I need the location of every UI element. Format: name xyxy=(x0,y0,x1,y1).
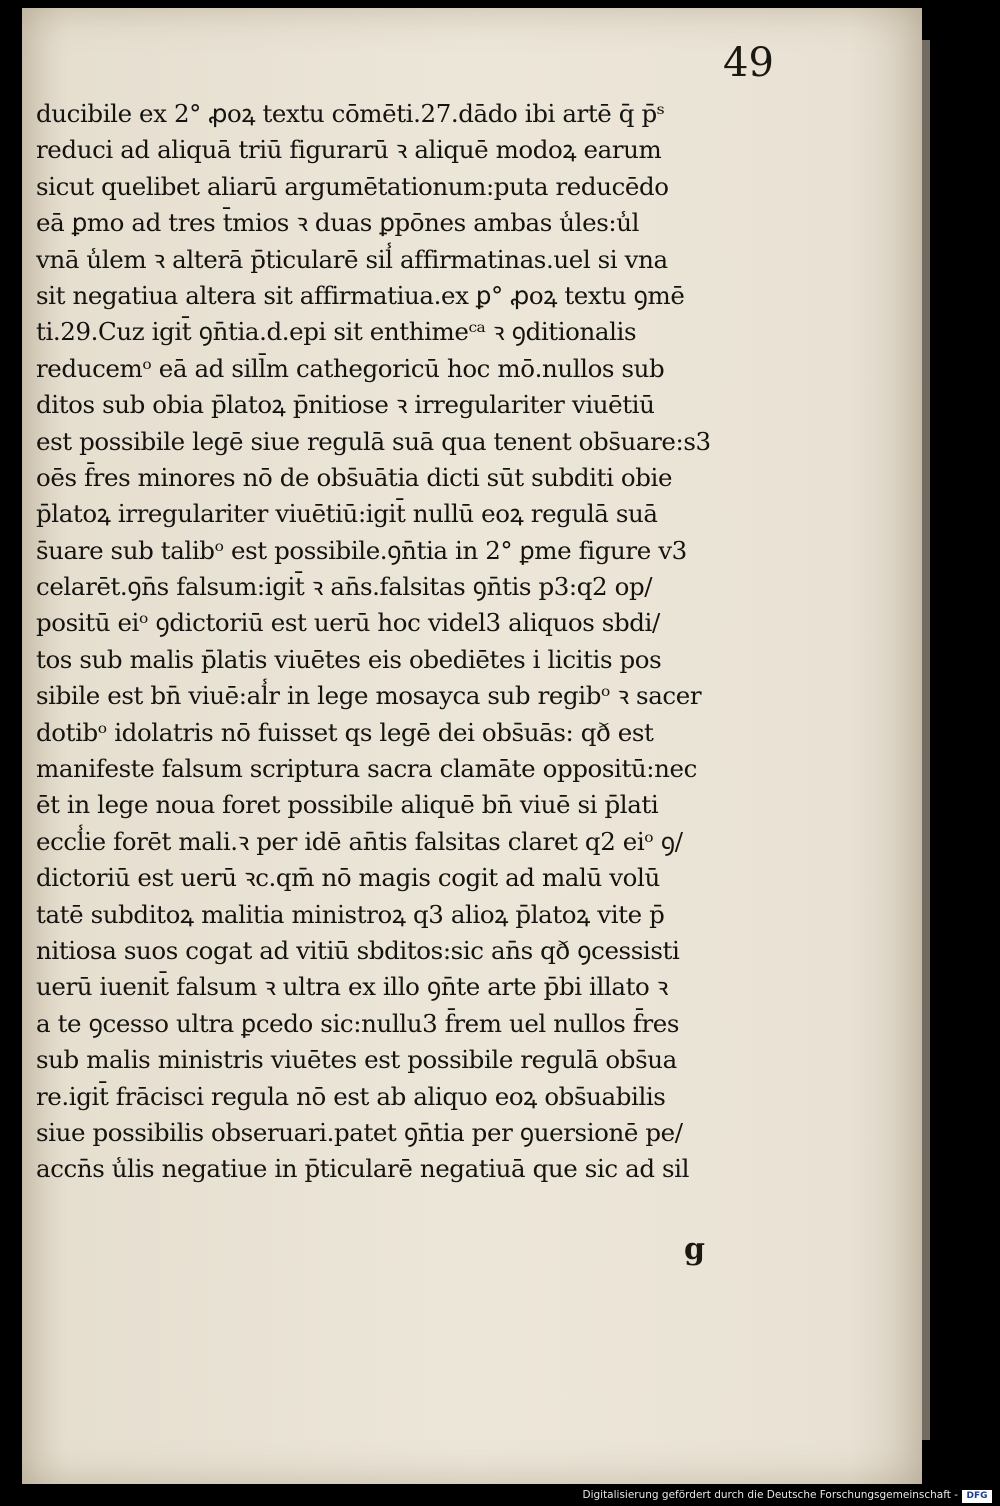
text-line: accn̄s u̾lis negatiue in p̄ticularē negatiuā que sic ad sil xyxy=(36,1154,690,1184)
folio-number: 49 xyxy=(723,40,774,86)
text-line: sicut quelibet aliarū argumētationum:puta reducēdo xyxy=(36,171,669,201)
text-line: vnā u̾lem ꝛ alterā p̄ticularē sil̾ affirmatinas.uel si vna xyxy=(36,244,668,274)
text-line: sit negatiua altera sit affirmatiua.ex ꝑ° ꝓoꝝ textu ꝯmē xyxy=(36,280,685,310)
text-line: ducibile ex 2° ꝓoꝝ textu cōmēti.27.dādo ibi artē q̄ p̄ˢ xyxy=(36,99,665,128)
text-line: tatē subditoꝝ malitia ministroꝝ q3 alioꝝ p̄latoꝝ vite p̄ xyxy=(36,899,665,929)
text-line: re.igit̄ frācisci regula nō est ab aliquo eoꝝ obs̄uabilis xyxy=(36,1081,666,1111)
text-line: a te ꝯcesso ultra ꝑcedo sic:nullu3 f̄rem uel nullos f̄res xyxy=(36,1008,680,1038)
page-edge xyxy=(922,40,930,1440)
text-line: manifeste falsum scriptura sacra clamāte oppositū:nec xyxy=(36,754,697,784)
text-line: sub malis ministris viuētes est possibile regulā obs̄ua xyxy=(36,1045,677,1075)
text-line: ti.29.Cuz igit̄ ꝯn̄tia.d.epi sit enthimeᶜᵃ ꝛ ꝯditionalis xyxy=(36,317,637,347)
text-line: reduci ad aliquā triū figurarū ꝛ aliquē modoꝝ earum xyxy=(36,135,662,165)
text-line: oēs f̄res minores nō de obs̄uātia dicti sūt subditi obie xyxy=(36,462,673,492)
text-line: eā ꝑmo ad tres t̄mios ꝛ duas ꝑpōnes ambas u̾les:u̾l xyxy=(36,208,640,238)
text-line: ēt in lege noua foret possibile aliquē bn̄ viuē si p̄lati xyxy=(36,790,659,820)
text-line: ditos sub obia p̄latoꝝ p̄nitiose ꝛ irregulariter viuētiū xyxy=(36,390,655,420)
text-line: est possibile legē siue regulā suā qua tenent obs̄uare:s3 xyxy=(36,426,711,456)
text-line: nitiosa suos cogat ad vitiū sbditos:sic an̄s qð ꝯcessisti xyxy=(36,935,680,965)
signature-mark: g xyxy=(684,1232,705,1267)
text-line: reducemᵒ eā ad sill̄m cathegoricū hoc mō.nullos sub xyxy=(36,353,665,383)
text-line: s̄uare sub talibᵒ est possibile.ꝯn̄tia in 2° ꝑme figure v3 xyxy=(36,535,687,565)
text-line: p̄latoꝝ irregulariter viuētiū:igit̄ nullū eoꝝ regulā suā xyxy=(36,499,658,529)
funding-credit: Digitalisierung gefördert durch die Deutsche Forschungsgemeinschaft - xyxy=(582,1489,958,1501)
text-line: uerū iuenit̄ falsum ꝛ ultra ex illo ꝯn̄te arte p̄bi illato ꝛ xyxy=(36,972,668,1002)
text-line: eccl̾ie forēt mali.ꝛ per idē an̄tis falsitas claret q2 eiᵒ ꝯ/ xyxy=(36,826,683,856)
text-line: dotibᵒ idolatris nō fuisset qs legē dei obs̄uās: qð est xyxy=(36,717,654,747)
text-line: positū eiᵒ ꝯdictoriū est uerū hoc videl3 aliquos sbdi/ xyxy=(36,608,660,638)
text-line: dictoriū est uerū ꝛc.qm̄ nō magis cogit ad malū volū xyxy=(36,863,660,893)
text-line: sibile est bn̄ viuē:al̾r in lege mosayca sub regibᵒ ꝛ sacer xyxy=(36,681,702,711)
text-line: tos sub malis p̄latis viuētes eis obediētes i licitis pos xyxy=(36,644,662,674)
text-line: siue possibilis obseruari.patet ꝯn̄tia per ꝯuersionē pe/ xyxy=(36,1117,683,1147)
text-block xyxy=(36,96,796,1188)
text-line: celarēt.ꝯn̄s falsum:igit̄ ꝛ an̄s.falsitas ꝯn̄tis p3:q2 op/ xyxy=(36,572,653,602)
dfg-logo: DFG xyxy=(962,1490,992,1503)
